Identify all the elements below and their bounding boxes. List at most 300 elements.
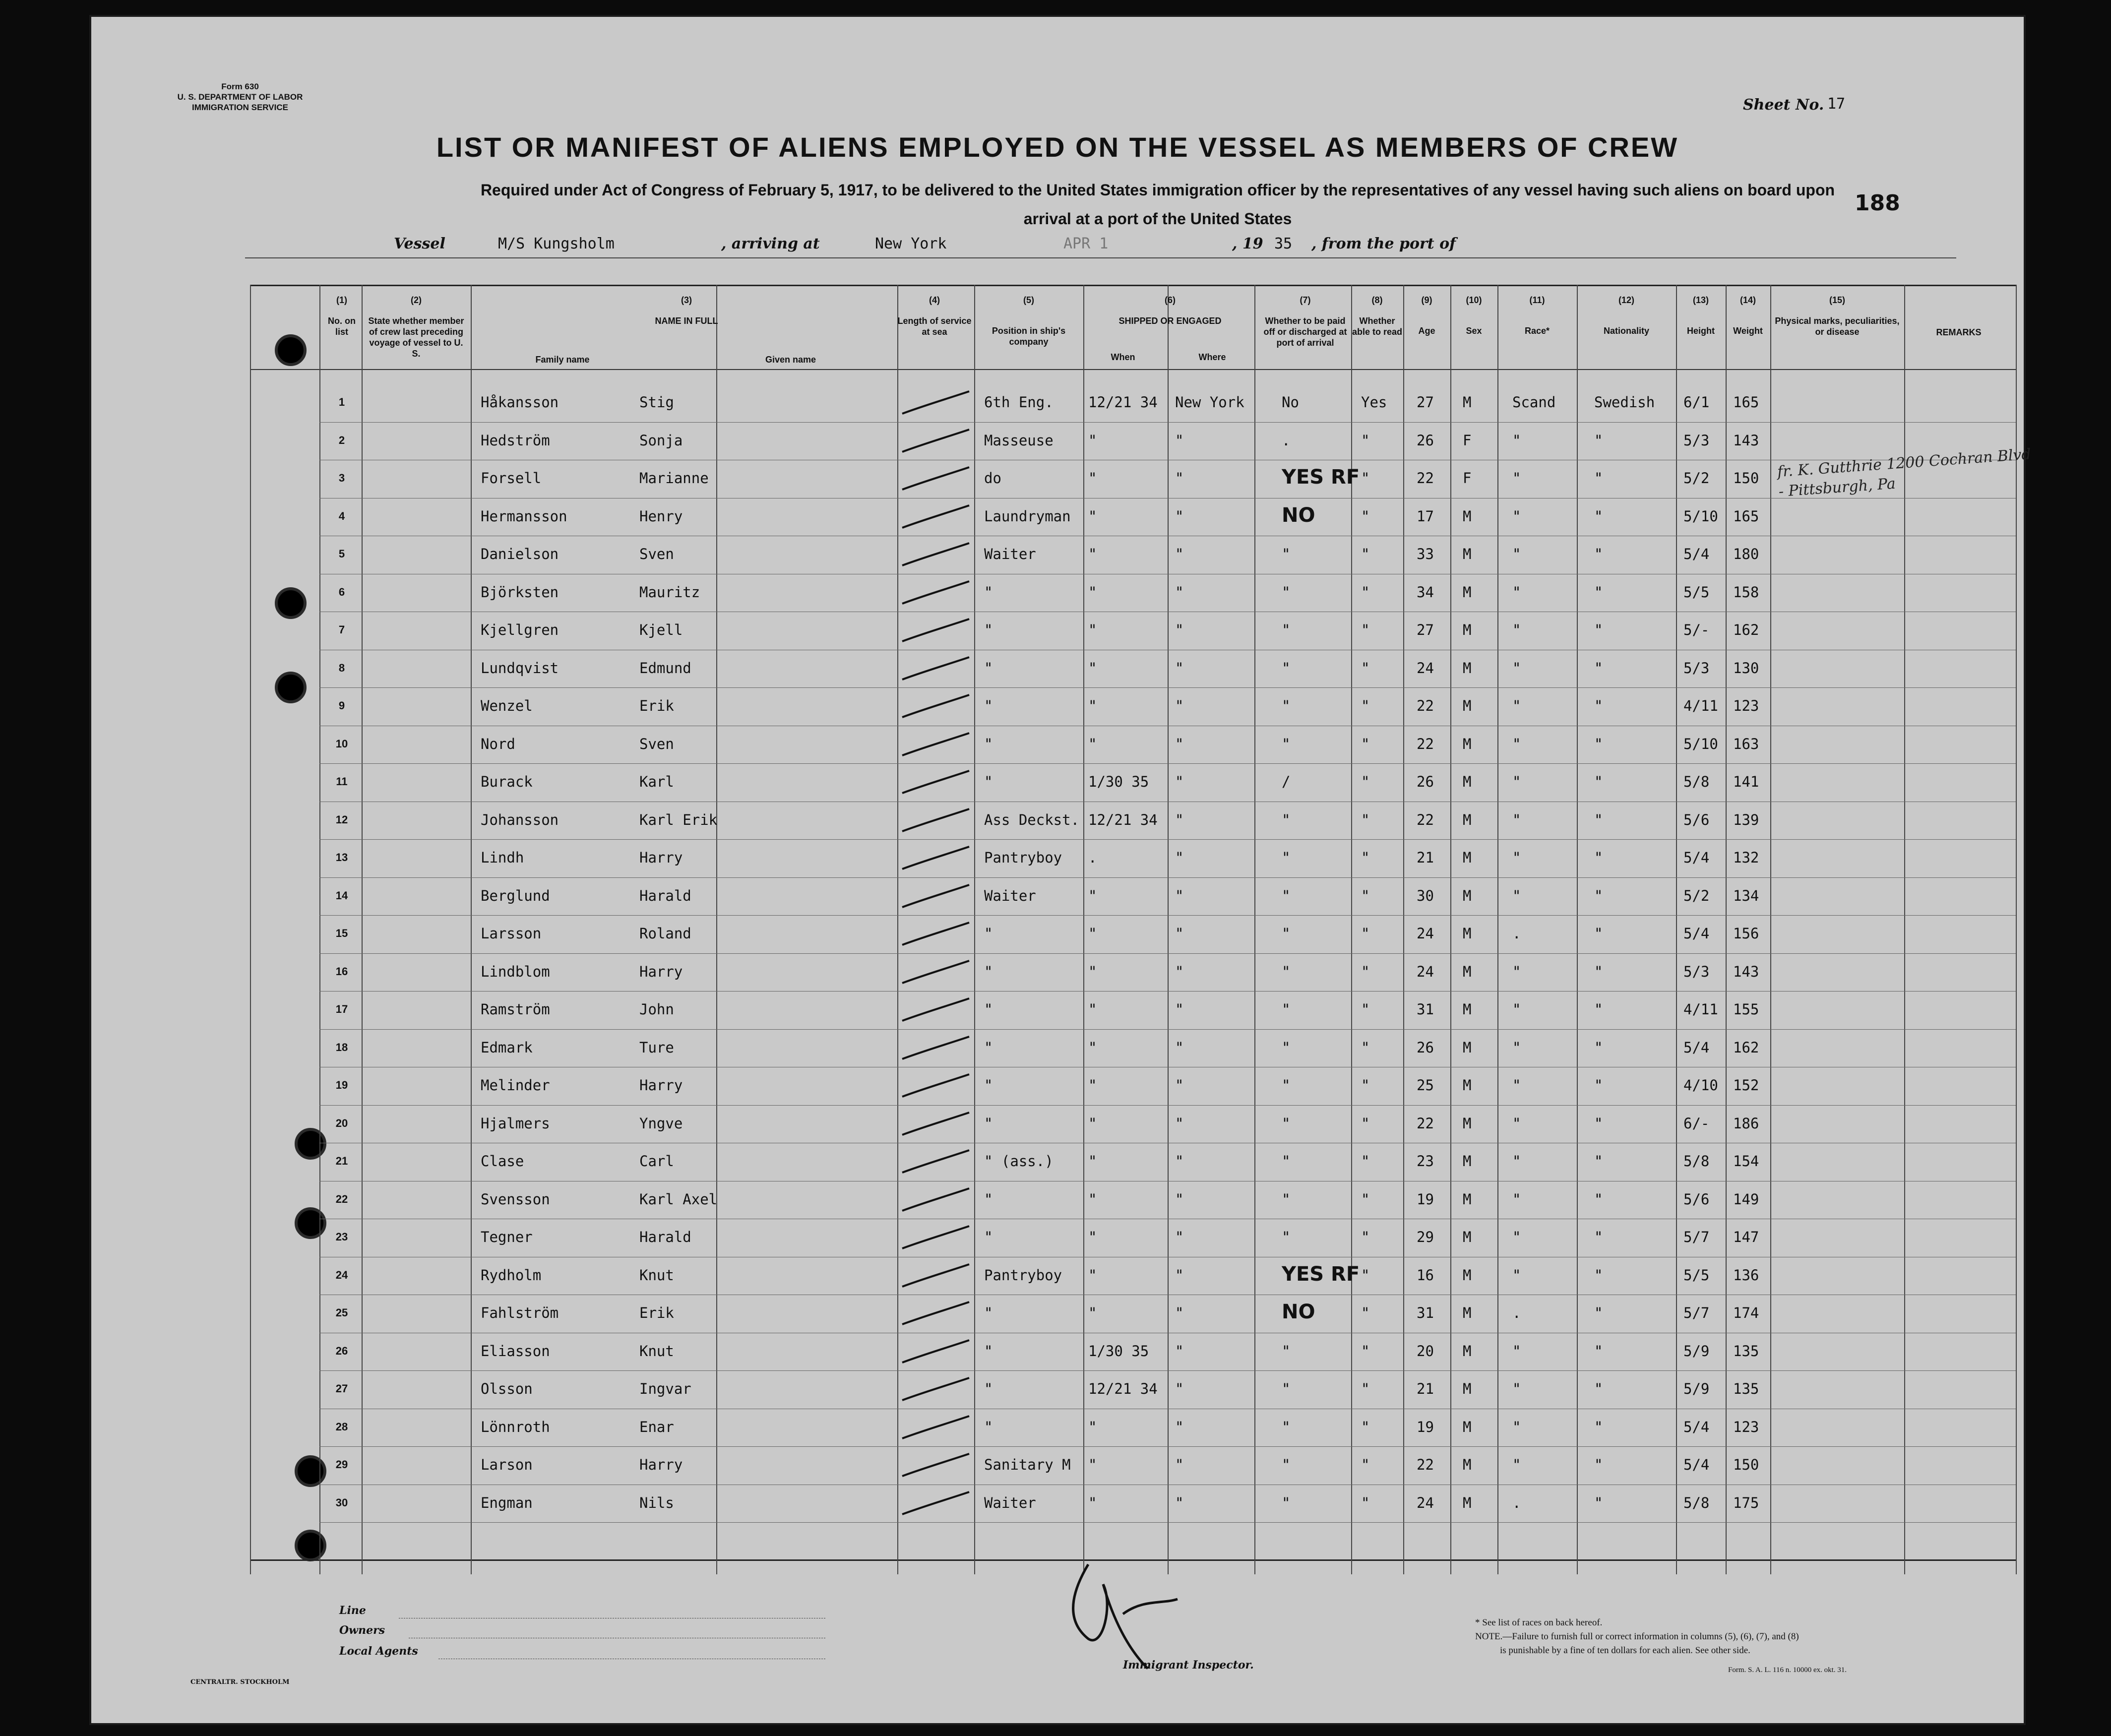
row-rule	[319, 1522, 2016, 1523]
age: 29	[1417, 1229, 1434, 1245]
age: 20	[1417, 1342, 1434, 1360]
row-number: 27	[335, 1382, 348, 1395]
race: "	[1512, 470, 1521, 487]
paid-off: "	[1282, 1153, 1291, 1170]
shipped-where: "	[1175, 735, 1184, 752]
given-name: Harald	[639, 1229, 691, 1245]
sex: M	[1463, 1494, 1472, 1511]
race: "	[1512, 849, 1521, 866]
shipped-when: "	[1088, 621, 1097, 638]
race: .	[1512, 1304, 1521, 1321]
race: "	[1512, 546, 1521, 562]
height: 5/7	[1683, 1229, 1710, 1245]
race: "	[1512, 1342, 1521, 1360]
able-to-read: "	[1361, 849, 1370, 866]
service-length-mark	[897, 389, 972, 419]
service-length-mark	[897, 503, 972, 533]
shipped-where: "	[1175, 1190, 1184, 1208]
given-name: Ingvar	[639, 1380, 691, 1397]
weight: 141	[1733, 773, 1759, 790]
able-to-read: "	[1361, 963, 1370, 980]
position: "	[984, 963, 993, 980]
race: "	[1512, 507, 1521, 525]
race: "	[1512, 735, 1521, 752]
row-number: 7	[338, 623, 345, 636]
col-header-height: (13) Height	[1687, 295, 1715, 336]
given-name: Henry	[639, 507, 683, 525]
subtitle	[310, 176, 2006, 233]
row-rule	[319, 915, 2016, 916]
sex: M	[1463, 1153, 1472, 1170]
age: 25	[1417, 1077, 1434, 1094]
sex: F	[1463, 432, 1472, 449]
column-rule	[1403, 285, 1404, 1574]
row-number: 4	[338, 509, 345, 522]
age: 17	[1417, 507, 1434, 525]
fine-note-1: NOTE.—Failure to furnish full or correct information in columns (5), (6), (7), and (8)	[1475, 1631, 1799, 1642]
sex: M	[1463, 1380, 1472, 1397]
race: "	[1512, 1001, 1521, 1018]
age: 22	[1417, 811, 1434, 828]
height: 5/4	[1683, 1418, 1710, 1435]
height: 5/10	[1683, 507, 1718, 525]
paid-off: "	[1282, 1342, 1291, 1360]
family-name: Larson	[481, 1456, 533, 1473]
position: Waiter	[984, 887, 1036, 904]
position: "	[984, 735, 993, 752]
family-name: Ramström	[481, 1001, 550, 1018]
shipped-when: "	[1088, 735, 1097, 752]
row-rule	[319, 953, 2016, 954]
service-length-mark	[897, 768, 972, 798]
family-name: Tegner	[481, 1229, 533, 1245]
family-name: Lindblom	[481, 963, 550, 980]
sex: M	[1463, 887, 1472, 904]
col-header-shipped: (6) SHIPPED OR ENGAGED	[1118, 295, 1222, 326]
column-rule	[1676, 285, 1677, 1574]
given-name: Harry	[639, 849, 683, 866]
service-length-mark	[897, 1072, 972, 1102]
family-name: Lindh	[481, 849, 524, 866]
form-meta	[156, 81, 324, 113]
nationality: "	[1594, 925, 1603, 942]
shipped-where: "	[1175, 811, 1184, 828]
weight: 135	[1733, 1380, 1759, 1397]
shipped-when: "	[1088, 1190, 1097, 1208]
position: "	[984, 1077, 993, 1094]
shipped-where: "	[1175, 659, 1184, 677]
col-header-given: Given name	[765, 355, 816, 365]
race: "	[1512, 887, 1521, 904]
nationality: "	[1594, 1266, 1603, 1284]
shipped-when: "	[1088, 1456, 1097, 1473]
col-header-paid-off: (7) Whether to be paid off or discharged at port of arrival	[1263, 295, 1347, 348]
nationality: "	[1594, 1304, 1603, 1321]
given-name: Harald	[639, 887, 691, 904]
race: .	[1512, 1494, 1521, 1511]
weight: 132	[1733, 849, 1759, 866]
family-name: Rydholm	[481, 1266, 542, 1284]
punch-hole	[275, 587, 307, 619]
able-to-read: "	[1361, 773, 1370, 790]
row-rule	[319, 839, 2016, 840]
service-length-mark	[897, 996, 972, 1026]
row-number: 20	[335, 1116, 348, 1129]
given-name: Karl	[639, 773, 674, 790]
column-rule	[1726, 285, 1727, 1574]
col-header-nationality: (12) Nationality	[1603, 295, 1649, 336]
age: 24	[1417, 925, 1434, 942]
col-header-race: (11) Race*	[1524, 295, 1550, 336]
able-to-read: "	[1361, 1418, 1370, 1435]
nationality: "	[1594, 735, 1603, 752]
shipped-when: 12/21 34	[1088, 1380, 1158, 1397]
service-length-mark	[897, 958, 972, 988]
family-name: Lundqvist	[481, 659, 559, 677]
service-length-mark	[897, 1300, 972, 1329]
given-name: Sven	[639, 735, 674, 752]
row-rule	[319, 1105, 2016, 1106]
family-name: Larsson	[481, 925, 542, 942]
weight: 155	[1733, 1001, 1759, 1018]
height: 5/4	[1683, 925, 1710, 942]
vessel-name: M/S Kungsholm	[498, 235, 615, 252]
sex: M	[1463, 963, 1472, 980]
row-number: 19	[335, 1079, 348, 1091]
weight: 152	[1733, 1077, 1759, 1094]
race: "	[1512, 1190, 1521, 1208]
row-rule	[319, 763, 2016, 764]
family-name: Nord	[481, 735, 515, 752]
able-to-read: "	[1361, 1229, 1370, 1245]
age: 27	[1417, 621, 1434, 638]
family-name: Berglund	[481, 887, 550, 904]
line-label: Line	[339, 1604, 366, 1617]
shipped-where: "	[1175, 470, 1184, 487]
position: "	[984, 1342, 993, 1360]
row-number: 21	[335, 1155, 348, 1167]
position: "	[984, 1418, 993, 1435]
family-name: Hedström	[481, 432, 550, 449]
col-header-physical: (15) Physical marks, peculiarities, or disease	[1775, 295, 1900, 337]
paid-off: "	[1282, 1115, 1291, 1132]
sex: M	[1463, 1039, 1472, 1056]
shipped-where: "	[1175, 1001, 1184, 1018]
shipped-when: "	[1088, 1304, 1097, 1321]
able-to-read: "	[1361, 1039, 1370, 1056]
paid-off: NO	[1282, 503, 1315, 527]
paid-off: "	[1282, 849, 1291, 866]
position: "	[984, 773, 993, 790]
age: 26	[1417, 773, 1434, 790]
service-length-mark	[897, 692, 972, 722]
nationality: "	[1594, 849, 1603, 866]
height: 5/8	[1683, 1494, 1710, 1511]
given-name: Harry	[639, 1456, 683, 1473]
nationality: "	[1594, 470, 1603, 487]
nationality: "	[1594, 773, 1603, 790]
service-length-mark	[897, 541, 972, 570]
family-name: Clase	[481, 1153, 524, 1170]
age: 34	[1417, 583, 1434, 601]
family-name: Forsell	[481, 470, 542, 487]
shipped-when: "	[1088, 507, 1097, 525]
column-rule	[1577, 285, 1578, 1574]
weight: 156	[1733, 925, 1759, 942]
col-header-service: (4) Length of service at sea	[897, 295, 972, 337]
height: 5/9	[1683, 1342, 1710, 1360]
nationality: "	[1594, 621, 1603, 638]
shipped-when: "	[1088, 925, 1097, 942]
col-header-when: When	[1111, 352, 1135, 362]
family-name: Melinder	[481, 1077, 550, 1094]
able-to-read: "	[1361, 1380, 1370, 1397]
nationality: "	[1594, 1077, 1603, 1094]
given-name: Ture	[639, 1039, 674, 1056]
table-header-rule	[250, 369, 2016, 370]
column-rule	[1083, 285, 1084, 1574]
column-rule	[319, 285, 320, 1574]
position: 6th Eng.	[984, 394, 1054, 411]
table-top-rule	[250, 285, 2016, 286]
able-to-read: "	[1361, 1077, 1370, 1094]
nationality: "	[1594, 963, 1603, 980]
vessel-label: Vessel	[394, 235, 445, 252]
row-number: 6	[338, 585, 345, 598]
row-rule	[319, 991, 2016, 992]
service-length-mark	[897, 1451, 972, 1481]
shipped-where: "	[1175, 583, 1184, 601]
column-rule	[716, 285, 717, 1574]
given-name: Stig	[639, 394, 674, 411]
given-name: Edmund	[639, 659, 691, 677]
able-to-read: "	[1361, 546, 1370, 562]
height: 5/4	[1683, 546, 1710, 562]
age: 22	[1417, 697, 1434, 714]
sex: M	[1463, 697, 1472, 714]
row-number: 11	[336, 775, 348, 788]
sex: M	[1463, 394, 1472, 411]
fine-note-2: is punishable by a fine of ten dollars for each alien. See other side.	[1500, 1645, 1750, 1656]
paid-off: .	[1282, 432, 1291, 449]
shipped-when: "	[1088, 583, 1097, 601]
position: "	[984, 659, 993, 677]
punch-hole	[295, 1455, 326, 1487]
shipped-when: "	[1088, 659, 1097, 677]
punch-hole	[295, 1530, 326, 1561]
weight: 139	[1733, 811, 1759, 828]
from-port-label: , from the port of	[1311, 235, 1456, 252]
weight: 150	[1733, 470, 1759, 487]
able-to-read: "	[1361, 1001, 1370, 1018]
col-header-sex: (10) Sex	[1466, 295, 1482, 336]
sex: M	[1463, 773, 1472, 790]
sex: M	[1463, 735, 1472, 752]
given-name: Knut	[639, 1342, 674, 1360]
paid-off: "	[1282, 621, 1291, 638]
row-number: 13	[335, 851, 348, 864]
position: "	[984, 1304, 993, 1321]
age: 31	[1417, 1304, 1434, 1321]
age: 31	[1417, 1001, 1434, 1018]
shipped-where: "	[1175, 1115, 1184, 1132]
height: 5/5	[1683, 1266, 1710, 1284]
height: 6/1	[1683, 394, 1710, 411]
race: "	[1512, 1077, 1521, 1094]
position: Pantryboy	[984, 1266, 1062, 1284]
paid-off: "	[1282, 1190, 1291, 1208]
race: "	[1512, 963, 1521, 980]
age: 19	[1417, 1418, 1434, 1435]
row-number: 10	[335, 737, 348, 750]
paid-off: "	[1282, 583, 1291, 601]
shipped-when: 12/21 34	[1088, 394, 1158, 411]
position: "	[984, 1115, 993, 1132]
sex: M	[1463, 621, 1472, 638]
row-rule	[319, 1446, 2016, 1447]
service-length-mark	[897, 1224, 972, 1253]
shipped-where: "	[1175, 1304, 1184, 1321]
weight: 143	[1733, 432, 1759, 449]
weight: 162	[1733, 621, 1759, 638]
row-number: 5	[338, 548, 345, 560]
height: 5/3	[1683, 659, 1710, 677]
nationality: "	[1594, 546, 1603, 562]
shipped-where: "	[1175, 1342, 1184, 1360]
shipped-where: "	[1175, 1153, 1184, 1170]
position: "	[984, 1190, 993, 1208]
shipped-when: "	[1088, 1077, 1097, 1094]
year-value: 35	[1274, 235, 1293, 252]
able-to-read: "	[1361, 1115, 1370, 1132]
service-length-mark	[897, 579, 972, 609]
weight: 136	[1733, 1266, 1759, 1284]
nationality: "	[1594, 1456, 1603, 1473]
height: 5/4	[1683, 1456, 1710, 1473]
row-number: 17	[335, 1003, 348, 1015]
shipped-when: 1/30 35	[1088, 773, 1149, 790]
paid-off: YES RF	[1282, 466, 1360, 489]
nationality: "	[1594, 1039, 1603, 1056]
service-length-mark	[897, 806, 972, 836]
position: Masseuse	[984, 432, 1054, 449]
nationality: "	[1594, 1190, 1603, 1208]
nationality: "	[1594, 1494, 1603, 1511]
race: "	[1512, 1380, 1521, 1397]
row-number: 29	[335, 1458, 348, 1471]
manifest-sheet	[89, 15, 2032, 1725]
able-to-read: "	[1361, 811, 1370, 828]
column-rule	[250, 285, 251, 1574]
service-length-mark	[897, 1034, 972, 1064]
height: 5/7	[1683, 1304, 1710, 1321]
punch-hole	[295, 1207, 326, 1239]
position: "	[984, 925, 993, 942]
able-to-read: "	[1361, 1342, 1370, 1360]
height: 5/8	[1683, 1153, 1710, 1170]
able-to-read: "	[1361, 925, 1370, 942]
shipped-when: "	[1088, 470, 1097, 487]
shipped-where: "	[1175, 1266, 1184, 1284]
shipped-when: "	[1088, 1153, 1097, 1170]
paid-off: "	[1282, 1494, 1291, 1511]
age: 33	[1417, 546, 1434, 562]
row-number: 2	[338, 434, 345, 446]
able-to-read: "	[1361, 470, 1370, 487]
family-name: Wenzel	[481, 697, 533, 714]
row-number: 23	[335, 1231, 348, 1243]
shipped-when: 12/21 34	[1088, 811, 1158, 828]
able-to-read: "	[1361, 507, 1370, 525]
given-name: Karl Erik	[639, 811, 718, 828]
race: "	[1512, 583, 1521, 601]
weight: 165	[1733, 394, 1759, 411]
service-length-mark	[897, 1489, 972, 1519]
given-name: Kjell	[639, 621, 683, 638]
age: 24	[1417, 1494, 1434, 1511]
family-name: Hermansson	[481, 507, 567, 525]
service-length-mark	[897, 465, 972, 495]
sex: M	[1463, 1229, 1472, 1245]
paid-off: "	[1282, 1039, 1291, 1056]
height: 4/11	[1683, 1001, 1718, 1018]
row-rule	[319, 1029, 2016, 1030]
nationality: "	[1594, 1229, 1603, 1245]
position: Pantryboy	[984, 849, 1062, 866]
shipped-where: "	[1175, 507, 1184, 525]
nationality: "	[1594, 1153, 1603, 1170]
weight: 147	[1733, 1229, 1759, 1245]
height: 5/4	[1683, 849, 1710, 866]
race: "	[1512, 1456, 1521, 1473]
position: "	[984, 1229, 993, 1245]
paid-off: "	[1282, 1380, 1291, 1397]
service-length-mark	[897, 844, 972, 874]
row-number: 9	[338, 699, 345, 712]
shipped-where: "	[1175, 621, 1184, 638]
paid-off: NO	[1282, 1301, 1315, 1323]
sex: M	[1463, 1001, 1472, 1018]
row-rule	[319, 877, 2016, 878]
height: 6/-	[1683, 1115, 1710, 1132]
page-number: 188	[1855, 190, 1900, 216]
weight: 130	[1733, 659, 1759, 677]
sex: M	[1463, 1115, 1472, 1132]
shipped-when: "	[1088, 1001, 1097, 1018]
weight: 158	[1733, 583, 1759, 601]
shipped-where: "	[1175, 963, 1184, 980]
family-name: Eliasson	[481, 1342, 550, 1360]
subtitle-line-2: arrival at a port of the United States	[1023, 210, 1292, 228]
age: 30	[1417, 887, 1434, 904]
row-number: 16	[335, 965, 348, 978]
immigrant-inspector-label: Immigrant Inspector.	[1123, 1659, 1254, 1672]
punch-hole	[275, 334, 307, 366]
shipped-when: "	[1088, 1229, 1097, 1245]
nationality: "	[1594, 659, 1603, 677]
given-name: Erik	[639, 1304, 674, 1321]
age: 22	[1417, 470, 1434, 487]
shipped-when: "	[1088, 1266, 1097, 1284]
vessel-line-rule	[245, 257, 1956, 258]
col-header-read: (8) Whether able to read	[1352, 295, 1403, 337]
weight: 123	[1733, 697, 1759, 714]
service-length-mark	[897, 731, 972, 760]
shipped-where: "	[1175, 1077, 1184, 1094]
shipped-when: "	[1088, 963, 1097, 980]
row-number: 3	[338, 472, 345, 484]
family-name: Edmark	[481, 1039, 533, 1056]
